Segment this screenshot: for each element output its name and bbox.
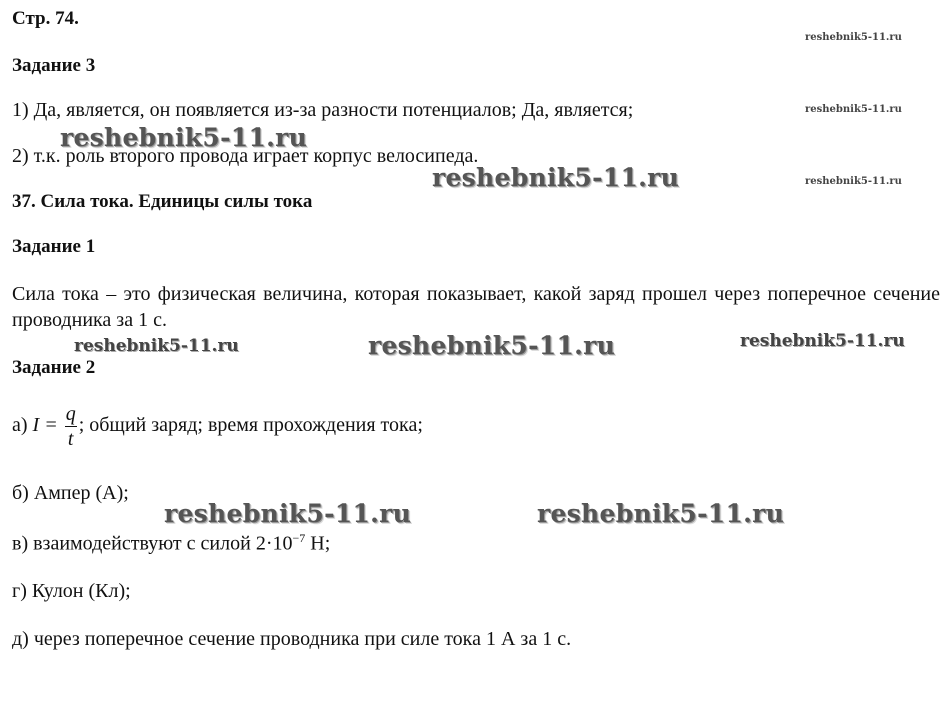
watermark: reshebnik5-11.ru [368,331,616,360]
task2-heading: Задание 2 [12,357,96,378]
watermark: reshebnik5-11.ru [164,499,412,528]
item-a-text: ; общий заряд; время прохождения тока; [78,414,423,437]
formula-lhs: I = [32,414,58,437]
formula-numerator: q [65,403,76,425]
watermark: reshebnik5-11.ru [740,331,905,351]
task3-heading: Задание 3 [12,55,96,76]
watermark: reshebnik5-11.ru [805,32,902,43]
task1-text: Сила тока – это физическая величина, которая показывает, какой заряд прошел через поперечное сечение проводника за 1 с. [12,283,940,331]
section-title: 37. Сила тока. Единицы силы тока [12,191,313,212]
task2-item-b: б) Ампер (А); [12,482,129,504]
watermark: reshebnik5-11.ru [805,104,902,115]
watermark: reshebnik5-11.ru [432,163,680,192]
task3-line2: 2) т.к. роль второго провода играет корпус велосипеда. [12,145,479,167]
task2-item-d: д) через поперечное сечение проводника при силе тока 1 А за 1 с. [12,628,572,650]
force-unit: Н; [310,532,331,555]
watermark: reshebnik5-11.ru [537,499,785,528]
task3-line1: 1) Да, является, он появляется из-за разности потенциалов; Да, является; [12,99,634,121]
task2-item-g: г) Кулон (Кл); [12,580,131,602]
watermark: reshebnik5-11.ru [74,336,239,356]
formula-denominator: t [67,428,74,450]
formula-fraction [65,404,77,449]
page-header: Стр. 74. [12,8,79,29]
task2-item-v [12,531,330,556]
watermark: reshebnik5-11.ru [805,176,902,187]
task1-heading: Задание 1 [12,236,96,257]
force-value: 2·10 [255,532,293,555]
force-exponent: −7 [292,531,306,545]
item-v-prefix: в) взаимодействуют с силой [12,532,251,555]
watermark: reshebnik5-11.ru [60,123,308,152]
item-a-prefix: а) [12,414,28,437]
task2-item-a [12,404,423,449]
